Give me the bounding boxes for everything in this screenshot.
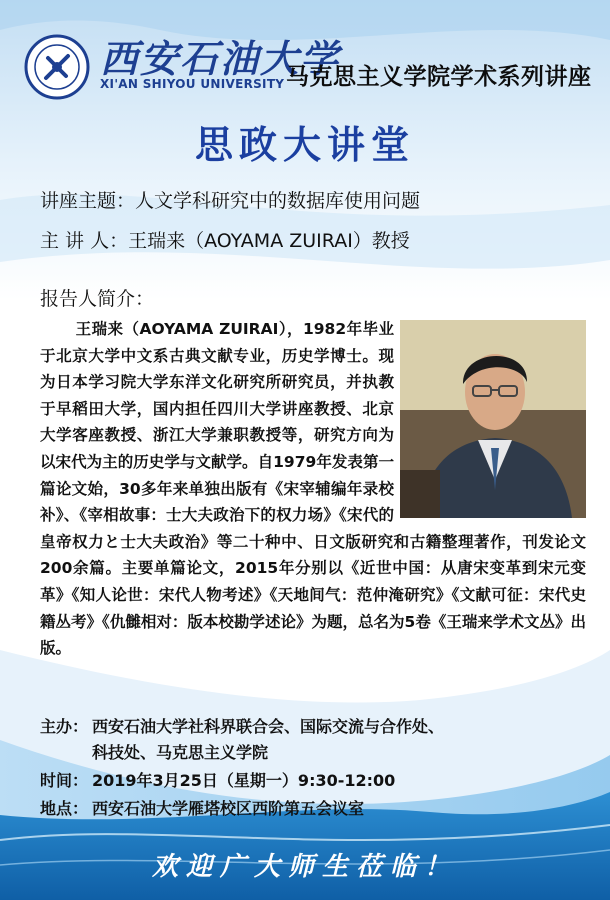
university-name-en: XI'AN SHIYOU UNIVERSITY [100, 77, 285, 91]
poster-title: 思政大讲堂 [194, 123, 415, 167]
speaker-label: 主 讲 人： [40, 230, 129, 252]
topic-value: 人文学科研究中的数据库使用问题 [135, 190, 421, 212]
speaker-portrait [400, 320, 586, 518]
lecture-topic [40, 186, 420, 213]
welcome-slogan: 欢迎广大师生莅临！ [151, 852, 458, 882]
place-value: 西安石油大学雁塔校区西阶第五会议室 [92, 799, 365, 818]
bio-text: 王瑞来（AOYAMA ZUIRAI），1982年毕业于北京大学中文系古典文献专业，历史学博士。现为日本学习院大学东洋文化研究所研究员，并执教于早稻田大学，国内担任四川大学讲座教授、北京大学客座教授、浙江大学兼职教授等，研究方向为以宋代为主的历史学与文献学。自1979年发表第一篇论文始，30多年来单独出版有《宋宰辅编年录校补》、《宰相故事：士大夫政治下的权力场》《宋代的皇帝权力と士大夫政治》等二十种中、日文版研究和古籍整理著作，刊发论文200余篇。主要单篇论文，2015年分别以《近世中国：从唐宋变革到宋元变革》《知人论世：宋代人物考述》《天地间气：范仲淹研究》《文献可征：宋代史籍丛考》《仇雠相对：版本校勘学述论》为题，总名为5卷《王瑞来学术文丛》出版。 [40, 320, 586, 658]
portrait-figure [400, 320, 586, 518]
speaker-bio [40, 316, 586, 662]
university-seal-logo [24, 34, 90, 100]
bio-heading: 报告人简介： [40, 288, 155, 310]
speaker-value: 王瑞来（AOYAMA ZUIRAI）教授 [128, 230, 410, 252]
time-value: 2019年3月25日（星期一）9:30-12:00 [92, 771, 396, 790]
organizer-label: 主办： [40, 717, 89, 736]
university-name-cn: 西安石油大学 [100, 36, 341, 81]
organizer-line-1: 西安石油大学社科界联合会、国际交流与合作处、 [92, 717, 445, 736]
place-label: 地点： [40, 799, 89, 818]
lecture-speaker [40, 226, 410, 253]
time-label: 时间： [40, 771, 89, 790]
topic-label: 讲座主题： [40, 190, 136, 212]
organizer-line-2: 科技处、马克思主义学院 [92, 743, 269, 762]
lecture-series-title: 马克思主义学院学术系列讲座 [286, 64, 592, 90]
